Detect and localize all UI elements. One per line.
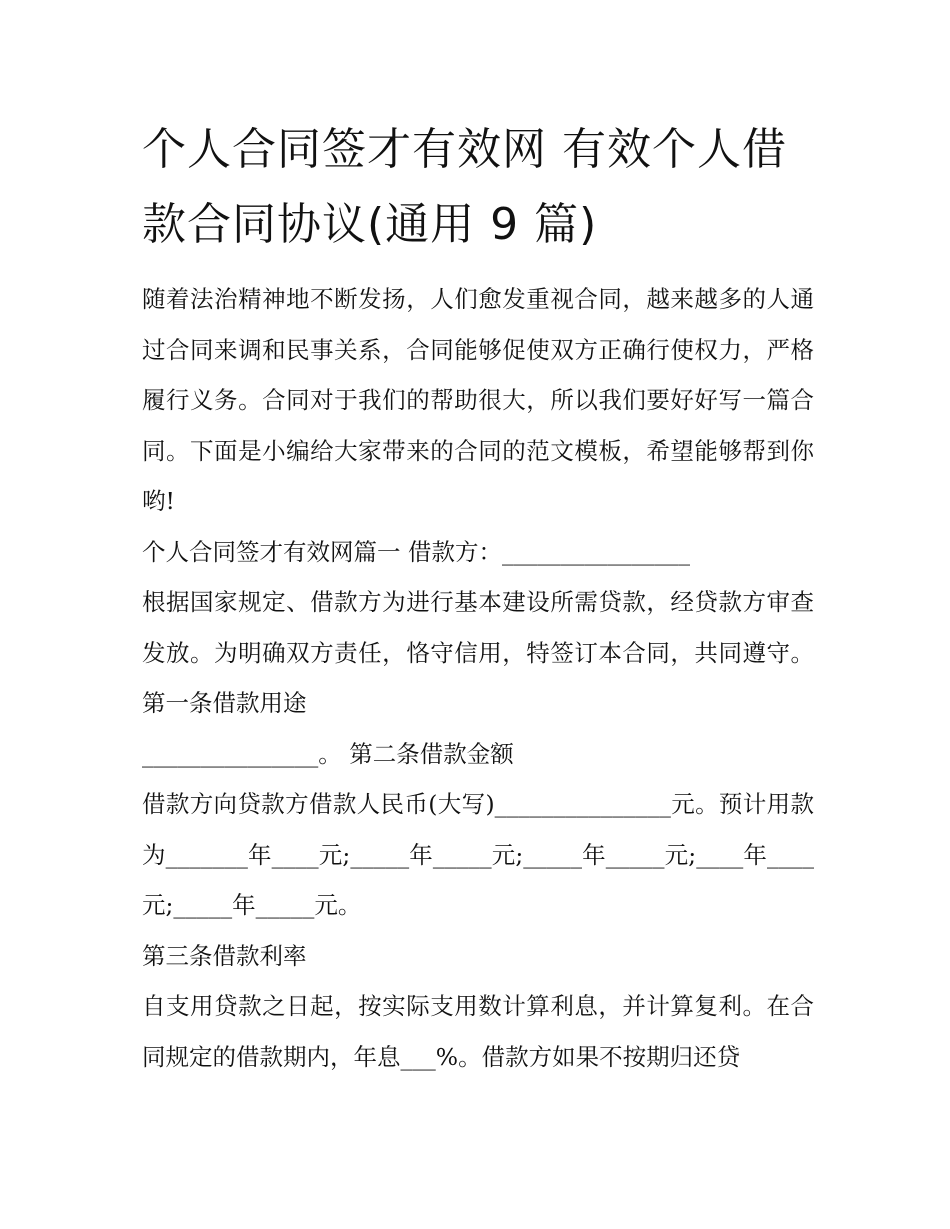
article-one-blank: _______________。 第二条借款金额 [142, 739, 514, 768]
loan-amount-paragraph: 借款方向贷款方借款人民币(大写)_______________元。预计用款为_______年____元;_____年_____元;_____年_____元;____年____元;_____年_____元。 [142, 790, 814, 919]
document-title: 个人合同签才有效网 有效个人借款合同协议(通用 9 篇) [142, 124, 787, 250]
article-three-heading: 第三条借款利率 [142, 941, 307, 970]
preamble-paragraph: 根据国家规定、借款方为进行基本建设所需贷款，经贷款方审查发放。为明确双方责任，恪守信用，特签订本合同，共同遵守。 第一条借款用途 [142, 588, 814, 717]
borrower-line: 个人合同签才有效网篇一 借款方：________________ [142, 537, 690, 566]
intro-paragraph: 随着法治精神地不断发扬，人们愈发重视合同，越来越多的人通过合同来调和民事关系，合同能够促使双方正确行使权力，严格履行义务。合同对于我们的帮助很大，所以我们要好好写一篇合同。下面是小编给大家带来的合同的范文模板，希望能够帮到你哟! [142, 285, 814, 515]
interest-paragraph: 自支用贷款之日起，按实际支用数计算利息，并计算复利。在合同规定的借款期内，年息___%。借款方如果不按期归还贷 [142, 992, 814, 1071]
document-page [142, 112, 814, 1082]
